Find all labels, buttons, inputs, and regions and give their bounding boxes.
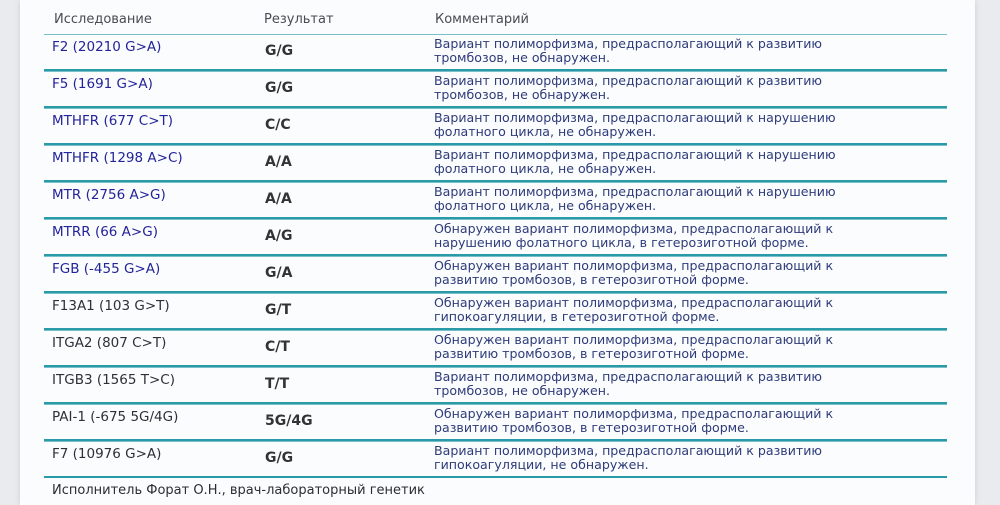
row-test: FGB (-455 G>A) [52, 261, 161, 277]
row-result: A/A [265, 154, 292, 170]
row-result: T/T [265, 376, 290, 392]
row-test: F7 (10976 G>A) [52, 446, 162, 462]
table-row [20, 256, 975, 293]
row-result: C/C [265, 117, 291, 133]
row-test: F5 (1691 G>A) [52, 76, 153, 92]
table-row [20, 404, 975, 441]
row-test: MTRR (66 A>G) [52, 224, 158, 240]
performer-signature-line: Исполнитель Форат О.Н., врач-лабораторный генетик [52, 483, 425, 498]
table-row [20, 145, 975, 182]
report-page [20, 0, 975, 505]
row-comment: Обнаружен вариант полиморфизма, предрасполагающий к нарушению фолатного цикла, в гетерозиготной форме. [434, 221, 834, 250]
row-result: G/G [265, 450, 294, 466]
row-comment: Обнаружен вариант полиморфизма, предрасполагающий к гипокоагуляции, в гетерозиготной форме. [434, 295, 834, 324]
row-result: A/G [265, 228, 293, 244]
row-comment: Вариант полиморфизма, предрасполагающий к нарушению фолатного цикла, не обнаружен. [434, 147, 836, 176]
row-comment: Вариант полиморфизма, предрасполагающий к развитию тромбозов, не обнаружен. [434, 369, 823, 398]
row-result: A/A [265, 191, 292, 207]
row-comment: Обнаружен вариант полиморфизма, предрасполагающий к развитию тромбозов, в гетерозиготной форме. [434, 258, 834, 287]
row-test: MTHFR (1298 A>C) [52, 150, 183, 166]
table-header [20, 8, 975, 34]
row-result: G/A [265, 265, 293, 281]
table-row [20, 219, 975, 256]
table-row [20, 293, 975, 330]
row-comment: Вариант полиморфизма, предрасполагающий к развитию гипокоагуляции, не обнаружен. [434, 443, 823, 472]
table-row [20, 367, 975, 404]
header-test: Исследование [54, 12, 152, 27]
row-comment: Вариант полиморфизма, предрасполагающий к развитию тромбозов, не обнаружен. [434, 73, 823, 102]
row-result: G/T [265, 302, 292, 318]
row-comment: Вариант полиморфизма, предрасполагающий к нарушению фолатного цикла, не обнаружен. [434, 110, 836, 139]
row-result: C/T [265, 339, 290, 355]
row-comment: Вариант полиморфизма, предрасполагающий к развитию тромбозов, не обнаружен. [434, 36, 823, 65]
row-comment: Обнаружен вариант полиморфизма, предрасполагающий к развитию тромбозов, в гетерозиготной форме. [434, 332, 834, 361]
row-comment: Вариант полиморфизма, предрасполагающий к нарушению фолатного цикла, не обнаружен. [434, 184, 836, 213]
row-test: F13A1 (103 G>T) [52, 298, 170, 314]
row-test: MTR (2756 A>G) [52, 187, 166, 203]
table-row [20, 71, 975, 108]
table-row [20, 330, 975, 367]
row-comment: Обнаружен вариант полиморфизма, предрасполагающий к развитию тромбозов, в гетерозиготной форме. [434, 406, 834, 435]
row-test: F2 (20210 G>A) [52, 39, 162, 55]
row-result: 5G/4G [265, 413, 313, 429]
table-row [20, 108, 975, 145]
row-test: PAI-1 (-675 5G/4G) [52, 409, 179, 425]
row-test: ITGA2 (807 C>T) [52, 335, 167, 351]
row-result: G/G [265, 80, 294, 96]
row-result: G/G [265, 43, 294, 59]
results-table [20, 34, 975, 478]
row-test: ITGB3 (1565 T>C) [52, 372, 175, 388]
table-row [20, 34, 975, 71]
header-comment: Комментарий [435, 12, 529, 27]
header-result: Результат [264, 12, 334, 27]
table-row [20, 441, 975, 478]
row-test: MTHFR (677 C>T) [52, 113, 174, 129]
table-row [20, 182, 975, 219]
